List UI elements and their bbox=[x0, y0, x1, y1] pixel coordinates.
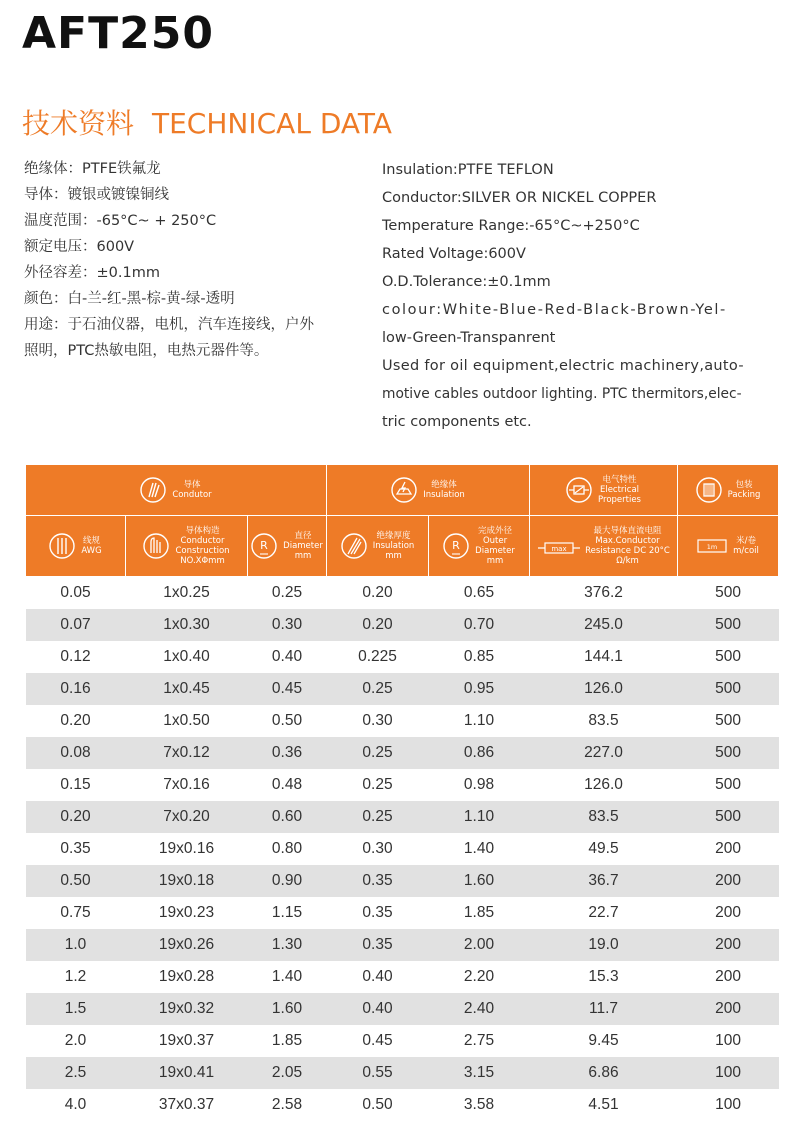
construction-cell: 7x0.16 bbox=[163, 776, 210, 793]
col-construction-en1: Conductor bbox=[180, 536, 225, 546]
outer-diameter-cell: 2.20 bbox=[463, 968, 495, 985]
resistance-cell: 36.7 bbox=[530, 865, 678, 897]
resistance-cell: 126.0 bbox=[530, 673, 678, 705]
diameter-cell: 1.40 bbox=[271, 968, 303, 985]
insulation-shield-icon bbox=[391, 477, 417, 503]
spec-cn-usage-1: 用途：于石油仪器，电机，汽车连接线，户外 bbox=[24, 317, 314, 333]
spec-cn-voltage: 额定电压：600V bbox=[24, 239, 135, 255]
group-packing bbox=[678, 465, 779, 516]
packing-cell: 500 bbox=[678, 737, 779, 769]
outer-diameter-cell: 0.86 bbox=[429, 737, 530, 769]
outer-diameter-cell: 0.85 bbox=[463, 648, 495, 665]
packing-cell: 500 bbox=[678, 609, 779, 641]
construction-cell: 19x0.16 bbox=[158, 840, 215, 857]
outer-diameter-cell: 0.98 bbox=[463, 776, 495, 793]
spec-cn-colour: 颜色：白-兰-红-黑-棕-黄-绿-透明 bbox=[24, 291, 235, 307]
insulation-thickness-cell: 0.40 bbox=[327, 993, 429, 1025]
specs-chinese bbox=[24, 156, 364, 364]
awg-cell: 0.75 bbox=[60, 904, 91, 921]
awg-cell: 0.05 bbox=[60, 584, 91, 601]
table-row bbox=[26, 1025, 779, 1057]
col-outer-diameter-en3: mm bbox=[486, 556, 504, 566]
packing-cell: 500 bbox=[715, 584, 741, 601]
insulation-thickness-cell: 0.45 bbox=[362, 1032, 393, 1049]
awg-cell: 0.15 bbox=[60, 776, 91, 793]
col-construction-en2: Construction bbox=[175, 546, 230, 556]
spec-en-usage-1: Used for oil equipment,electric machinery,auto- bbox=[382, 358, 744, 374]
construction-cell: 37x0.37 bbox=[158, 1096, 215, 1113]
diameter-cell: 0.90 bbox=[248, 865, 327, 897]
resistance-cell: 144.1 bbox=[584, 648, 623, 665]
spec-cn-conductor: 导体：镀银或镀镍铜线 bbox=[24, 187, 169, 203]
spec-en-colour-2: low-Green-Transpanrent bbox=[382, 330, 556, 346]
group-insulation-en: Insulation bbox=[423, 490, 465, 500]
col-ins-thickness-en2: mm bbox=[385, 551, 402, 561]
resistance-cell: 6.86 bbox=[530, 1057, 678, 1089]
table-row bbox=[26, 865, 779, 897]
packing-cell: 200 bbox=[715, 904, 741, 921]
outer-diameter-cell: 1.40 bbox=[463, 840, 495, 857]
packing-cell: 500 bbox=[715, 712, 741, 729]
awg-cell: 1.5 bbox=[26, 993, 126, 1025]
col-ins-thickness-en1: Insulation bbox=[372, 541, 415, 551]
awg-cell: 1.0 bbox=[26, 929, 126, 961]
radius-icon-label: R bbox=[260, 539, 268, 552]
group-insulation-cn: 绝缘体 bbox=[431, 480, 457, 490]
spec-cn-tolerance: 外径容差：±0.1mm bbox=[24, 265, 160, 281]
diameter-cell: 0.48 bbox=[271, 776, 303, 793]
packing-cell: 500 bbox=[678, 673, 779, 705]
packing-cell: 100 bbox=[678, 1057, 779, 1089]
diameter-cell: 0.25 bbox=[271, 584, 303, 601]
group-packing-en: Packing bbox=[727, 490, 761, 500]
table-row bbox=[26, 641, 779, 673]
packing-cell: 100 bbox=[715, 1096, 741, 1113]
outer-diameter-cell: 1.10 bbox=[429, 801, 530, 833]
construction-cell: 1x0.30 bbox=[126, 609, 248, 641]
resistor-icon bbox=[566, 477, 592, 503]
group-electrical-cn: 电气特性 bbox=[602, 475, 637, 485]
col-resistance-cn: 最大导体直流电阻 bbox=[593, 526, 662, 536]
packing-cell: 200 bbox=[715, 840, 741, 857]
packing-cell: 200 bbox=[678, 865, 779, 897]
group-electrical-en2: Properties bbox=[598, 495, 641, 505]
outer-diameter-cell: 1.85 bbox=[463, 904, 495, 921]
col-packing bbox=[678, 516, 779, 577]
spec-en-usage-3: tric components etc. bbox=[382, 414, 532, 430]
awg-cell: 0.50 bbox=[26, 865, 126, 897]
diameter-cell: 1.30 bbox=[248, 929, 327, 961]
diameter-cell: 0.80 bbox=[271, 840, 303, 857]
awg-cell: 0.20 bbox=[26, 801, 126, 833]
construction-cell: 7x0.20 bbox=[126, 801, 248, 833]
wire-gauge-icon bbox=[49, 533, 75, 559]
col-outer-diameter-en1: Outer bbox=[482, 536, 508, 546]
outer-diameter-cell: 1.10 bbox=[463, 712, 495, 729]
outer-diameter-cell: 2.00 bbox=[429, 929, 530, 961]
construction-cell: 1x0.45 bbox=[126, 673, 248, 705]
diameter-cell: 1.15 bbox=[271, 904, 303, 921]
awg-cell: 0.08 bbox=[26, 737, 126, 769]
resistance-cell: 15.3 bbox=[588, 968, 619, 985]
outer-radius-icon-label: R bbox=[452, 539, 460, 552]
resistance-cell: 245.0 bbox=[530, 609, 678, 641]
packing-cell: 500 bbox=[715, 648, 741, 665]
outer-diameter-cell: 1.60 bbox=[429, 865, 530, 897]
col-outer-diameter-en2: Diameter bbox=[475, 546, 515, 556]
group-conductor bbox=[26, 465, 327, 516]
col-packing-cn: 米/卷 bbox=[736, 536, 756, 546]
insulation-thickness-cell: 0.20 bbox=[327, 609, 429, 641]
stranded-wire-icon bbox=[140, 477, 166, 503]
diameter-cell: 1.85 bbox=[271, 1032, 303, 1049]
outer-diameter-cell: 3.15 bbox=[429, 1057, 530, 1089]
packing-cell: 100 bbox=[715, 1032, 741, 1049]
construction-cell: 1x0.50 bbox=[163, 712, 210, 729]
diameter-cell: 0.40 bbox=[271, 648, 303, 665]
resistance-cell: 376.2 bbox=[584, 584, 623, 601]
construction-cell: 19x0.18 bbox=[126, 865, 248, 897]
diameter-cell: 0.60 bbox=[248, 801, 327, 833]
spec-en-colour-1: colour:White-Blue-Red-Black-Brown-Yel- bbox=[382, 302, 727, 318]
spec-en-usage-2: motive cables outdoor lighting. PTC thermitors,elec- bbox=[382, 386, 742, 402]
table-row bbox=[26, 609, 779, 641]
technical-data-table bbox=[25, 464, 779, 1121]
group-conductor-cn: 导体 bbox=[183, 480, 201, 490]
spec-en-insulation: Insulation:PTFE TEFLON bbox=[382, 162, 554, 178]
col-resistance-en3: Ω/km bbox=[616, 556, 639, 566]
col-outer-diameter-cn: 完成外径 bbox=[478, 526, 513, 536]
insulation-thickness-cell: 0.40 bbox=[362, 968, 393, 985]
diameter-cell: 0.50 bbox=[271, 712, 303, 729]
diameter-cell: 0.30 bbox=[248, 609, 327, 641]
insulation-thickness-cell: 0.30 bbox=[362, 840, 393, 857]
insulation-thickness-cell: 0.225 bbox=[358, 648, 397, 665]
group-packing-cn: 包装 bbox=[735, 480, 753, 490]
packing-cell: 200 bbox=[678, 929, 779, 961]
spec-cn-usage-2: 照明，PTC热敏电阻，电热元器件等。 bbox=[24, 343, 269, 359]
spec-cn-insulation: 绝缘体：PTFE铁氟龙 bbox=[24, 161, 161, 177]
construction-cell: 19x0.23 bbox=[158, 904, 215, 921]
outer-diameter-cell: 2.75 bbox=[463, 1032, 495, 1049]
heading-en: TECHNICAL DATA bbox=[152, 107, 392, 140]
construction-cell: 7x0.12 bbox=[126, 737, 248, 769]
col-packing-en: m/coil bbox=[733, 546, 759, 556]
table-row bbox=[26, 673, 779, 705]
conductor-strands-icon bbox=[143, 533, 169, 559]
cable-reel-icon bbox=[696, 477, 722, 503]
outer-diameter-cell: 0.65 bbox=[463, 584, 495, 601]
table-row bbox=[26, 833, 779, 865]
awg-cell: 2.5 bbox=[26, 1057, 126, 1089]
diameter-cell: 2.58 bbox=[271, 1096, 303, 1113]
awg-cell: 4.0 bbox=[64, 1096, 87, 1113]
col-construction-cn: 导体构造 bbox=[185, 526, 220, 536]
spec-en-temperature: Temperature Range:-65°C~+250°C bbox=[382, 218, 640, 234]
col-construction bbox=[126, 516, 248, 577]
table-row bbox=[26, 801, 779, 833]
insulation-thickness-cell: 0.30 bbox=[362, 712, 393, 729]
meter-ruler-icon bbox=[697, 537, 727, 555]
outer-diameter-cell: 0.70 bbox=[429, 609, 530, 641]
resistance-cell: 22.7 bbox=[588, 904, 619, 921]
group-insulation bbox=[327, 465, 530, 516]
insulation-thickness-cell: 0.35 bbox=[327, 865, 429, 897]
construction-cell: 19x0.41 bbox=[126, 1057, 248, 1089]
table-body bbox=[26, 577, 779, 1122]
table-row bbox=[26, 929, 779, 961]
table-row bbox=[26, 1057, 779, 1089]
col-diameter-cn: 直径 bbox=[294, 531, 312, 541]
col-resistance-en1: Max.Conductor bbox=[595, 536, 660, 546]
resistance-cell: 19.0 bbox=[530, 929, 678, 961]
col-insulation-thickness bbox=[327, 516, 429, 577]
construction-cell: 19x0.32 bbox=[126, 993, 248, 1025]
table-row bbox=[26, 737, 779, 769]
resistance-cell: 49.5 bbox=[588, 840, 619, 857]
insulation-thickness-cell: 0.25 bbox=[327, 737, 429, 769]
group-conductor-en: Condutor bbox=[172, 490, 212, 500]
col-resistance bbox=[530, 516, 678, 577]
header-column-row bbox=[26, 516, 779, 577]
awg-cell: 0.20 bbox=[60, 712, 91, 729]
resistance-cell: 4.51 bbox=[588, 1096, 619, 1113]
col-awg-en: AWG bbox=[81, 546, 102, 556]
section-heading bbox=[22, 102, 392, 142]
product-title: AFT250 bbox=[22, 8, 214, 59]
construction-cell: 1x0.40 bbox=[163, 648, 210, 665]
col-outer-diameter bbox=[429, 516, 530, 577]
awg-cell: 1.2 bbox=[64, 968, 87, 985]
heading-cn: 技术资料 bbox=[22, 107, 135, 140]
max-resistance-icon bbox=[537, 536, 581, 556]
header-group-row bbox=[26, 465, 779, 516]
resistance-cell: 11.7 bbox=[530, 993, 678, 1025]
packing-cell: 500 bbox=[715, 776, 741, 793]
col-resistance-en2: Resistance DC 20°C bbox=[585, 546, 670, 556]
table-row bbox=[26, 705, 779, 737]
outer-diameter-cell: 3.58 bbox=[463, 1096, 495, 1113]
meter-icon-label: 1m bbox=[706, 543, 718, 551]
diameter-cell: 0.45 bbox=[248, 673, 327, 705]
spec-en-conductor: Conductor:SILVER OR NICKEL COPPER bbox=[382, 190, 657, 206]
table-row bbox=[26, 577, 779, 610]
group-electrical-en1: Electrical bbox=[599, 485, 640, 495]
packing-cell: 200 bbox=[715, 968, 741, 985]
table-row bbox=[26, 961, 779, 993]
awg-cell: 0.35 bbox=[60, 840, 91, 857]
insulation-thickness-cell: 0.25 bbox=[362, 776, 393, 793]
table-row bbox=[26, 993, 779, 1025]
construction-cell: 19x0.28 bbox=[158, 968, 215, 985]
table-row bbox=[26, 897, 779, 929]
insulation-thickness-cell: 0.20 bbox=[362, 584, 393, 601]
packing-cell: 200 bbox=[678, 993, 779, 1025]
group-electrical bbox=[530, 465, 678, 516]
radius-icon bbox=[251, 533, 277, 559]
awg-cell: 0.12 bbox=[60, 648, 91, 665]
insulation-layer-icon bbox=[341, 533, 367, 559]
col-awg-cn: 线规 bbox=[82, 536, 100, 546]
col-diameter-en1: Diameter bbox=[283, 541, 323, 551]
resistance-cell: 83.5 bbox=[530, 801, 678, 833]
table-row bbox=[26, 1089, 779, 1121]
spec-en-voltage: Rated Voltage:600V bbox=[382, 246, 526, 262]
spec-cn-temperature: 温度范围：-65°C~ + 250°C bbox=[24, 213, 217, 229]
awg-cell: 0.16 bbox=[26, 673, 126, 705]
awg-cell: 2.0 bbox=[64, 1032, 87, 1049]
construction-cell: 19x0.26 bbox=[126, 929, 248, 961]
spec-en-tolerance: O.D.Tolerance:±0.1mm bbox=[382, 274, 551, 290]
resistance-cell: 126.0 bbox=[584, 776, 623, 793]
outer-diameter-cell: 2.40 bbox=[429, 993, 530, 1025]
construction-cell: 1x0.25 bbox=[163, 584, 210, 601]
col-construction-en3: NO.XΦmm bbox=[180, 556, 225, 566]
insulation-thickness-cell: 0.35 bbox=[327, 929, 429, 961]
resistance-cell: 9.45 bbox=[588, 1032, 619, 1049]
construction-cell: 19x0.37 bbox=[158, 1032, 215, 1049]
insulation-thickness-cell: 0.25 bbox=[327, 801, 429, 833]
insulation-thickness-cell: 0.35 bbox=[362, 904, 393, 921]
outer-radius-icon bbox=[443, 533, 469, 559]
table-row bbox=[26, 769, 779, 801]
resistance-cell: 83.5 bbox=[588, 712, 619, 729]
insulation-thickness-cell: 0.50 bbox=[362, 1096, 393, 1113]
awg-cell: 0.07 bbox=[26, 609, 126, 641]
col-diameter bbox=[248, 516, 327, 577]
insulation-thickness-cell: 0.55 bbox=[327, 1057, 429, 1089]
packing-cell: 500 bbox=[678, 801, 779, 833]
outer-diameter-cell: 0.95 bbox=[429, 673, 530, 705]
diameter-cell: 2.05 bbox=[248, 1057, 327, 1089]
col-diameter-en2: mm bbox=[294, 551, 312, 561]
resistance-cell: 227.0 bbox=[530, 737, 678, 769]
diameter-cell: 0.36 bbox=[248, 737, 327, 769]
col-ins-thickness-cn: 绝缘厚度 bbox=[376, 531, 411, 541]
insulation-thickness-cell: 0.25 bbox=[327, 673, 429, 705]
diameter-cell: 1.60 bbox=[248, 993, 327, 1025]
max-icon-label: max bbox=[551, 545, 567, 553]
specs-english bbox=[382, 156, 778, 436]
col-awg bbox=[26, 516, 126, 577]
